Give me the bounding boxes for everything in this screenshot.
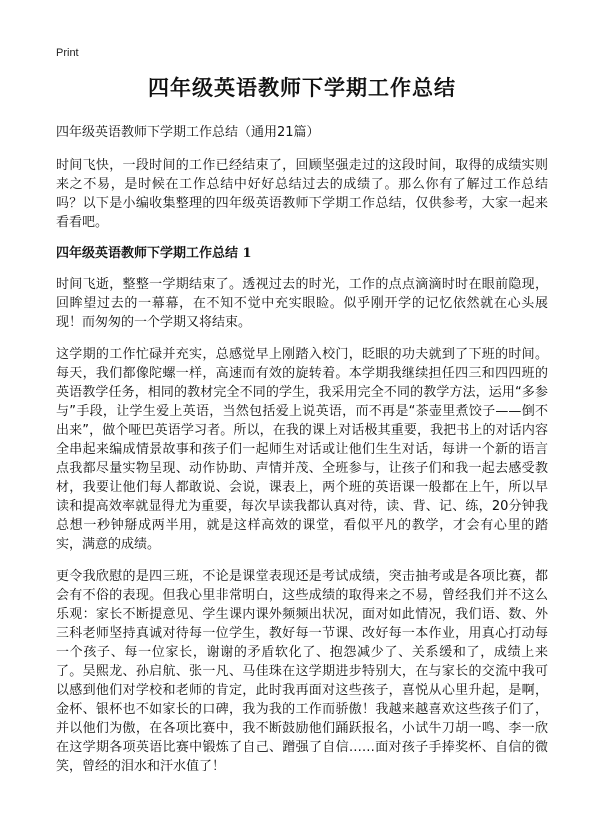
body-paragraph: 时间飞逝，整整一学期结束了。透视过去的时光，工作的点点滴滴时时在眼前隐现，回眸望过去的一幕幕，在不知不觉中充实眼睑。似乎刚开学的记忆依然就在心头展现！而匆匆的一个学期又将结束。 [56,277,548,330]
section-heading: 四年级英语教师下学期工作总结 1 [56,246,252,261]
document-subtitle: 四年级英语教师下学期工作总结（通用21篇） [56,125,320,140]
body-paragraph: 这学期的工作忙碌并充实，总感觉早上刚踏入校门，眨眼的功夫就到了下班的时间。每天，我们都像陀螺一样，高速而有效的旋转着。本学期我继续担任四三和四四班的英语教学任务，相同的教材完全不同的学生，我采用完全不同的教学方法，运用“多参与”手段，让学生爱上英语，当然包括爱上说英语，而不再是“茶壶里煮饺子——倒不出来”，做个哑巴英语学习者。所以，在我的课上对话极其重要，我把书上的对话内容全串起来编成情景故事和孩子们一起师生对话或让他们生生对话，每讲一个新的语言点我都尽量实物呈现、动作协助、声情并茂、全班参与，让孩子们和我一起去感受教材，我要让他们每人都敢说、会说，课表上，两个班的英语课一般都在上午，所以早读和提高效率就显得尤为重要，每次早读我都认真对待，读、背、记、练，20分钟我总想一秒钟掰成两半用，就是这样高效的课堂，看似平凡的教学，才会有心里的踏实，满意的成绩。 [56,347,548,552]
print-link[interactable]: Print [56,47,79,59]
intro-paragraph: 时间飞快，一段时间的工作已经结束了，回顾坚强走过的这段时间，取得的成绩实则来之不易，是时候在工作总结中好好总结过去的成绩了。那么你有了解过工作总结吗？以下是小编收集整理的四年级英语教师下学期工作总结，仅供参考，大家一起来看看吧。 [56,158,548,230]
body-paragraph: 更令我欣慰的是四三班，不论是课堂表现还是考试成绩，突击抽考或是各项比赛，都会有不俗的表现。但我心里非常明白，这些成绩的取得来之不易，曾经我们并不这么乐观：家长不断提意见、学生课内课外频频出状况，面对如此情况，我们语、数、外三科老师坚持真诚对待每一位学生，教好每一节课、改好每一本作业，用真心打动每一个孩子、每一位家长，谢谢的矛盾软化了、抱怨减少了、关系缓和了，成绩上来了。吴熙龙、孙启航、张一凡、马佳珠在这学期进步特别大，在与家长的交流中我可以感到他们对学校和老师的肯定，此时我再面对这些孩子，喜悦从心里升起，是啊，金杯、银杯也不如家长的口碑，我为我的工作而骄傲！我越来越喜欢这些孩子们了，并以他们为傲，在各项比赛中，我不断鼓励他们踊跃报名，小试牛刀胡一鸣、李一欣在这学期各项英语比赛中锻炼了自己、蹭强了自信……面对孩子手捧奖杯、自信的微笑，曾经的泪水和汗水值了！ [56,569,548,774]
page-title: 四年级英语教师下学期工作总结 [148,76,456,100]
